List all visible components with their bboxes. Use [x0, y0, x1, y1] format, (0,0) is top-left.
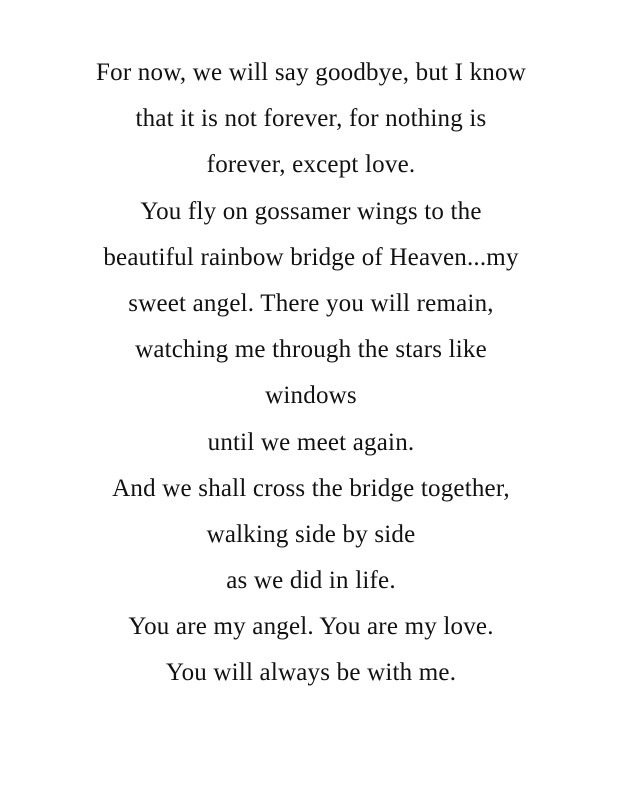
poem-text	[0, 50, 622, 697]
poem-line: For now, we will say goodbye, but I know	[96, 59, 526, 86]
poem-line: You fly on gossamer wings to the	[140, 197, 482, 225]
poem-line: that it is not forever, for nothing is	[135, 105, 487, 133]
poem-line: sweet angel. There you will remain,	[128, 289, 494, 317]
poem-line: beautiful rainbow bridge of Heaven...my	[103, 243, 519, 271]
poem-line: windows	[265, 382, 357, 410]
poem-line: And we shall cross the bridge together,	[112, 474, 510, 502]
poem-line: You will always be with me.	[165, 659, 457, 687]
poem-line: walking side by side	[206, 520, 416, 548]
poem-line: You are my angel. You are my love.	[128, 613, 494, 641]
poem-line: forever, except love.	[206, 151, 416, 179]
poem-line: watching me through the stars like	[135, 336, 487, 364]
poem-line: until we meet again.	[207, 428, 415, 456]
poem-line: as we did in life.	[226, 567, 396, 595]
